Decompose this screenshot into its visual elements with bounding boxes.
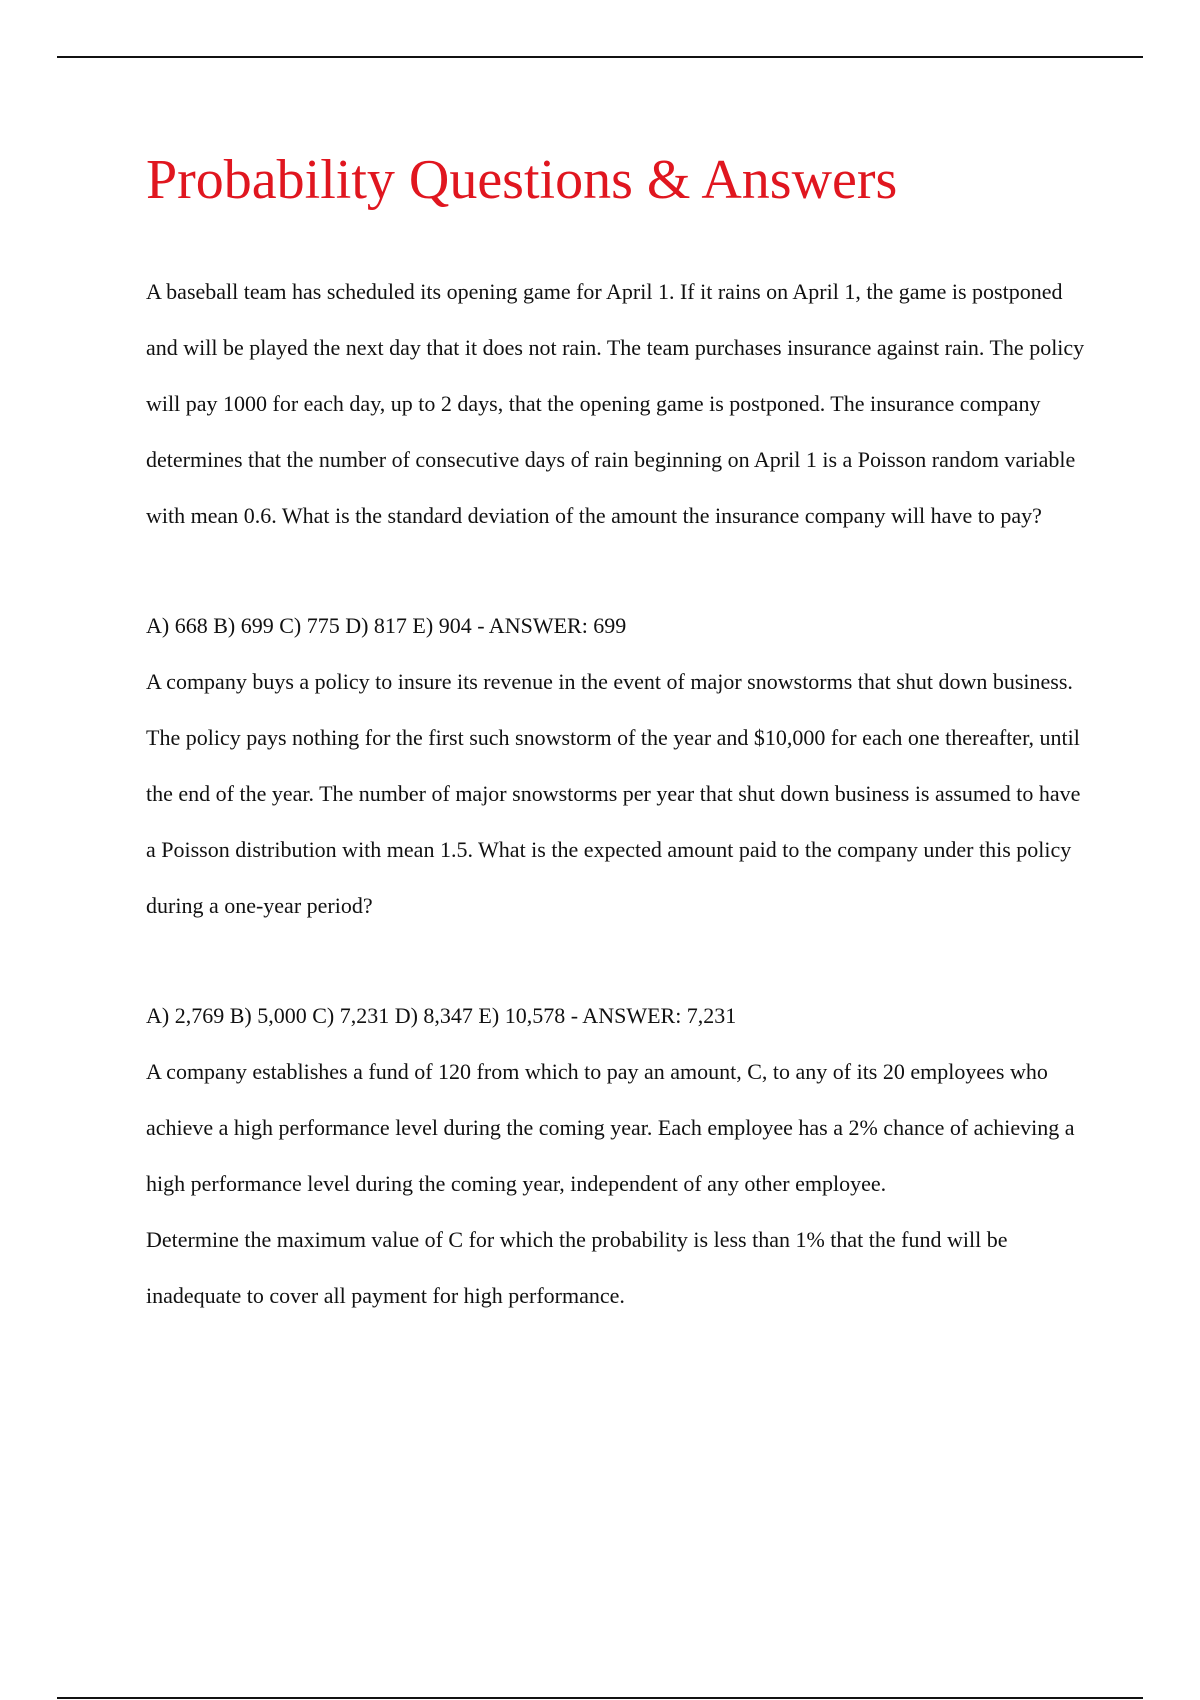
page-title: Probability Questions & Answers xyxy=(146,149,898,211)
document-body xyxy=(146,140,1086,1324)
question-2-answer: A) 2,769 B) 5,000 C) 7,231 D) 8,347 E) 10,578 - ANSWER: 7,231 xyxy=(146,1003,737,1028)
question-2-text: A company buys a policy to insure its revenue in the event of major snowstorms that shut down business. The policy pays nothing for the first such snowstorm of the year and $10,000 for each one thereafter, until the end of the year. The number of major snowstorms per year that shut down business is assumed to have a Poisson distribution with mean 1.5. What is the expected amount paid to the company under this policy during a one-year period? xyxy=(146,669,1081,918)
question-1-text: A baseball team has scheduled its opening game for April 1. If it rains on April 1, the game is postponed and will be played the next day that it does not rain. The team purchases insurance against rain. The policy will pay 1000 for each day, up to 2 days, that the opening game is postponed. The insurance company determines that the number of consecutive days of rain beginning on April 1 is a Poisson random variable with mean 0.6. What is the standard deviation of the amount the insurance company will have to pay? xyxy=(146,279,1085,528)
bottom-rule xyxy=(57,1697,1143,1699)
question-3-text: A company establishes a fund of 120 from which to pay an amount, C, to any of its 20 employees who achieve a high performance level during the coming year. Each employee has a 2% chance of achieving a high performance level during the coming year, independent of any other employee. xyxy=(146,1059,1075,1196)
top-rule xyxy=(57,56,1143,58)
question-3-text-continued: Determine the maximum value of C for which the probability is less than 1% that the fund will be inadequate to cover all payment for high performance. xyxy=(146,1227,1008,1308)
question-1-answer: A) 668 B) 699 C) 775 D) 817 E) 904 - ANSWER: 699 xyxy=(146,613,627,638)
